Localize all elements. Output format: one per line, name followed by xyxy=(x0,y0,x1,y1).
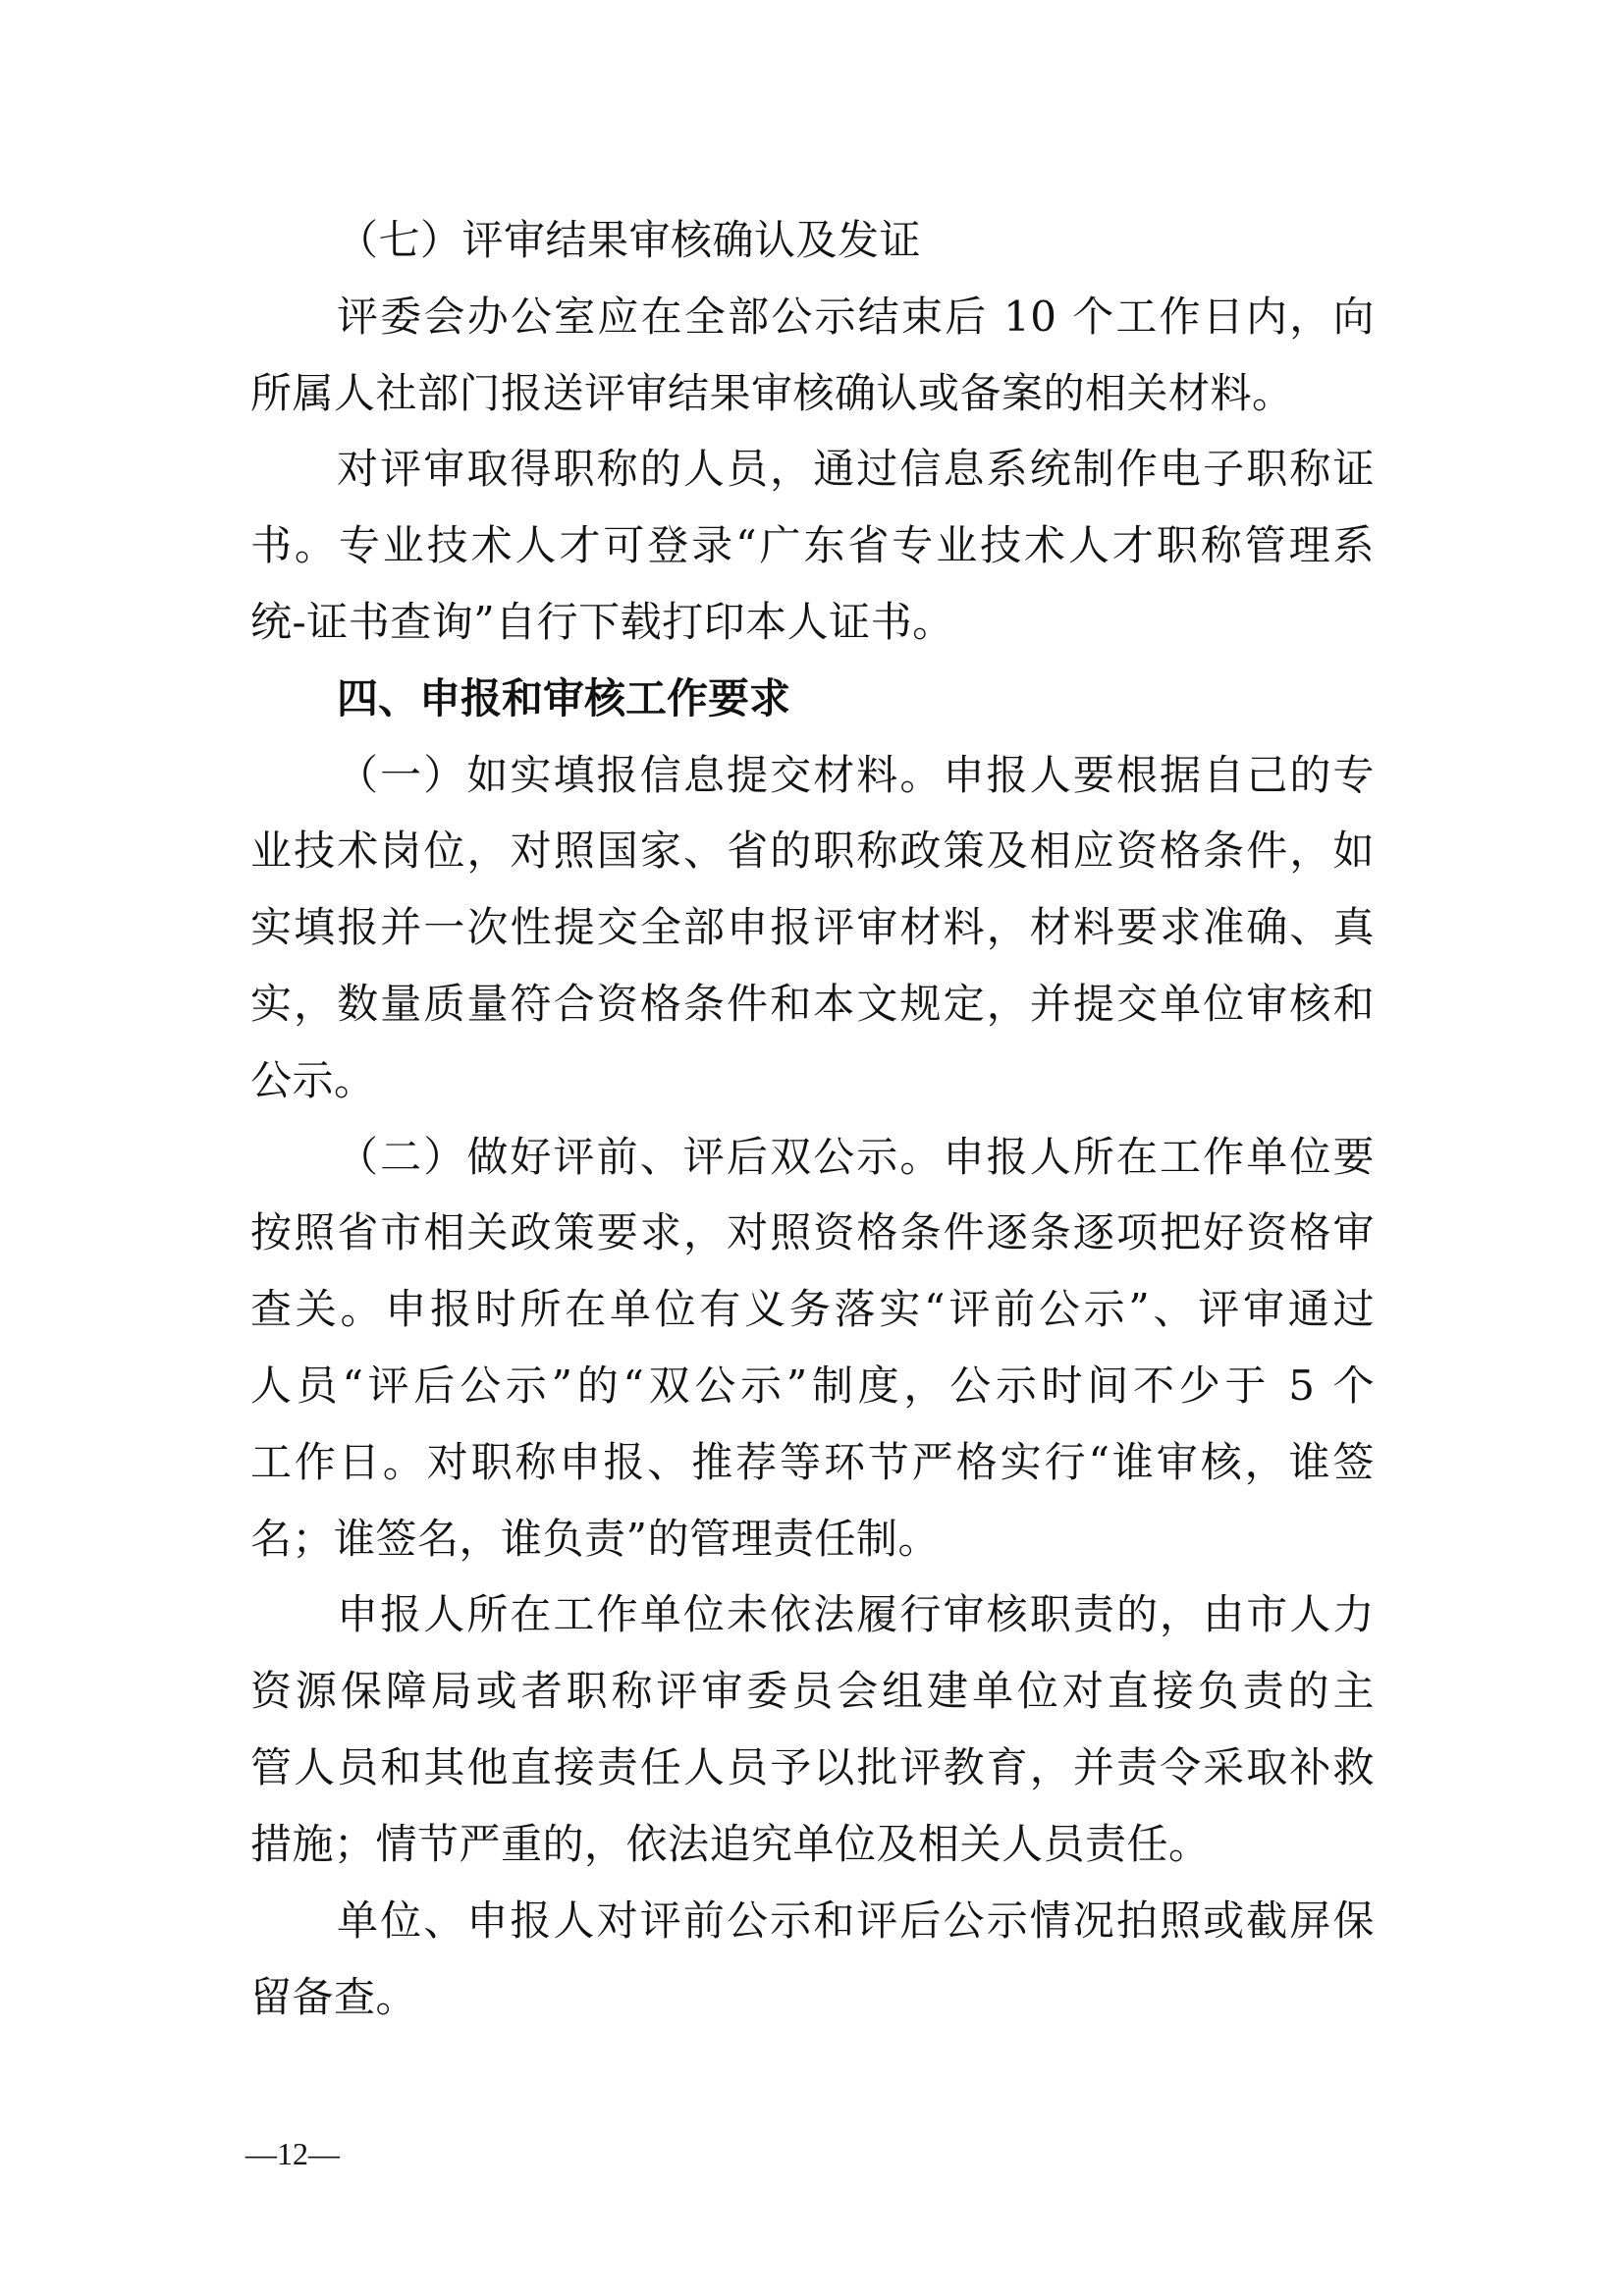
paragraph-line: 单位、申报人对评前公示和评后公示情况拍照或截屏保 xyxy=(337,1896,1375,1945)
paragraph-line: 资源保障局或者职称评审委员会组建单位对直接负责的主 xyxy=(250,1667,1375,1715)
paragraph-line: 评委会办公室应在全部公示结束后 10 个工作日内，向 xyxy=(337,293,1375,341)
paragraph-line: （二）做好评前、评后双公示。申报人所在工作单位要 xyxy=(337,1133,1375,1181)
paragraph-line: 统-证书查询”自行下载打印本人证书。 xyxy=(250,598,954,646)
paragraph-line: 公示。 xyxy=(250,1056,376,1104)
paragraph-line: 查关。申报时所在单位有义务落实“评前公示”、评审通过 xyxy=(250,1285,1375,1333)
paragraph-line: 留备查。 xyxy=(250,1973,418,2021)
paragraph-line: 实，数量质量符合资格条件和本文规定，并提交单位审核和 xyxy=(250,980,1375,1028)
page-number: —12— xyxy=(245,2136,340,2171)
paragraph-line: 所属人社部门报送评审结果审核确认或备案的相关材料。 xyxy=(250,369,1294,417)
paragraph-line: 申报人所在工作单位未依法履行审核职责的，由市人力 xyxy=(337,1590,1375,1638)
subsection-heading-7: （七）评审结果审核确认及发证 xyxy=(337,216,922,264)
paragraph-line: 工作日。对职称申报、推荐等环节严格实行“谁审核，谁签 xyxy=(250,1438,1375,1486)
paragraph-line: 对评审取得职称的人员，通过信息系统制作电子职称证 xyxy=(337,445,1375,493)
paragraph-line: 业技术岗位，对照国家、省的职称政策及相应资格条件，如 xyxy=(250,827,1375,875)
paragraph-line: 名；谁签名，谁负责”的管理责任制。 xyxy=(250,1515,940,1563)
paragraph-line: 书。专业技术人才可登录“广东省专业技术人才职称管理系 xyxy=(250,521,1375,569)
paragraph-line: 管人员和其他直接责任人员予以批评教育，并责令采取补救 xyxy=(250,1743,1375,1791)
paragraph-line: 实填报并一次性提交全部申报评审材料，材料要求准确、真 xyxy=(250,903,1375,951)
paragraph-line: 人员“评后公示”的“双公示”制度，公示时间不少于 5 个 xyxy=(250,1362,1375,1410)
section-heading-4: 四、申报和审核工作要求 xyxy=(337,674,791,722)
paragraph-line: （一）如实填报信息提交材料。申报人要根据自己的专 xyxy=(337,751,1375,799)
paragraph-line: 措施；情节严重的，依法追究单位及相关人员责任。 xyxy=(250,1820,1211,1868)
paragraph-line: 按照省市相关政策要求，对照资格条件逐条逐项把好资格审 xyxy=(250,1208,1375,1256)
